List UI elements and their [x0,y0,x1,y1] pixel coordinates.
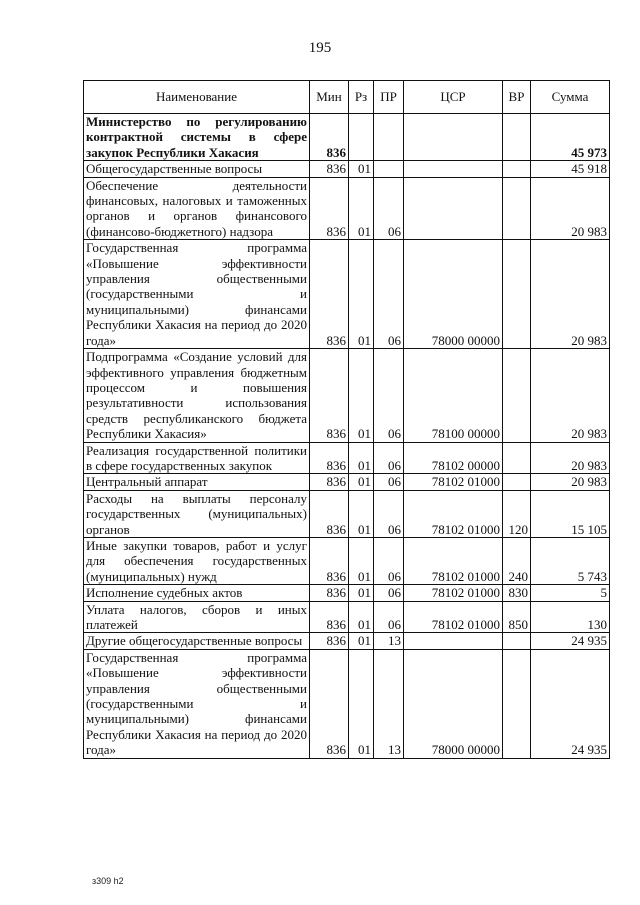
cell-sum: 5 [531,585,610,601]
cell-csr: 78102 01000 [404,537,503,584]
cell-pr: 06 [374,601,404,633]
cell-pr [374,114,404,161]
budget-table [83,80,610,759]
cell-pr: 06 [374,474,404,490]
cell-csr: 78102 00000 [404,442,503,474]
cell-pr: 06 [374,442,404,474]
cell-rz: 01 [349,177,374,240]
cell-name: Расходы на выплаты персоналу государственных (муниципальных) органов [84,490,310,537]
cell-csr: 78000 00000 [404,649,503,758]
cell-min: 836 [310,240,349,349]
cell-csr: 78102 01000 [404,474,503,490]
cell-csr: 78102 01000 [404,585,503,601]
cell-vr [503,177,531,240]
table-row [84,601,610,633]
cell-name: Исполнение судебных актов [84,585,310,601]
cell-rz: 01 [349,633,374,649]
cell-sum: 5 743 [531,537,610,584]
cell-name: Государственная программа «Повышение эффективности управления общественными (государственными и муниципальными) финансами Республики Хакасия на период до 2020 года» [84,649,310,758]
cell-pr: 13 [374,633,404,649]
cell-name: Другие общегосударственные вопросы [84,633,310,649]
table-header-row [84,81,610,114]
cell-rz: 01 [349,585,374,601]
column-header-sum: Сумма [531,81,610,114]
cell-rz: 01 [349,474,374,490]
cell-min: 836 [310,177,349,240]
cell-min: 836 [310,442,349,474]
cell-min: 836 [310,585,349,601]
cell-pr: 06 [374,349,404,442]
cell-sum: 20 983 [531,474,610,490]
cell-rz: 01 [349,490,374,537]
cell-sum: 130 [531,601,610,633]
cell-vr [503,240,531,349]
cell-rz: 01 [349,240,374,349]
cell-vr [503,474,531,490]
cell-csr: 78000 00000 [404,240,503,349]
cell-vr [503,161,531,177]
cell-min: 836 [310,161,349,177]
cell-sum: 20 983 [531,442,610,474]
cell-rz: 01 [349,601,374,633]
table-row [84,633,610,649]
cell-sum: 20 983 [531,349,610,442]
cell-rz: 01 [349,442,374,474]
table-row [84,177,610,240]
cell-min: 836 [310,537,349,584]
cell-sum: 20 983 [531,177,610,240]
cell-rz: 01 [349,161,374,177]
table-row [84,649,610,758]
cell-min: 836 [310,490,349,537]
cell-csr: 78100 00000 [404,349,503,442]
table-body [84,114,610,759]
cell-pr: 06 [374,585,404,601]
table-row [84,349,610,442]
cell-csr: 78102 01000 [404,601,503,633]
column-header-rz: Рз [349,81,374,114]
table-row [84,490,610,537]
column-header-name: Наименование [84,81,310,114]
cell-min: 836 [310,114,349,161]
table-row [84,585,610,601]
cell-name: Обеспечение деятельности финансовых, налоговых и таможенных органов и органов финансового (финансово-бюджетного) надзора [84,177,310,240]
column-header-min: Мин [310,81,349,114]
cell-csr [404,633,503,649]
table-row [84,537,610,584]
footer-mark: з309 h2 [92,876,124,886]
cell-min: 836 [310,633,349,649]
column-header-csr: ЦСР [404,81,503,114]
column-header-pr: ПР [374,81,404,114]
cell-vr [503,442,531,474]
cell-sum: 24 935 [531,633,610,649]
table-row [84,240,610,349]
table-row [84,161,610,177]
cell-rz [349,114,374,161]
cell-pr: 06 [374,240,404,349]
cell-sum: 20 983 [531,240,610,349]
cell-rz: 01 [349,537,374,584]
cell-vr [503,633,531,649]
cell-vr [503,349,531,442]
cell-vr: 120 [503,490,531,537]
cell-name: Государственная программа «Повышение эффективности управления общественными (государственными и муниципальными) финансами Республики Хакасия на период до 2020 года» [84,240,310,349]
cell-name: Иные закупки товаров, работ и услуг для обеспечения государственных (муниципальных) нужд [84,537,310,584]
cell-vr [503,114,531,161]
cell-sum: 45 918 [531,161,610,177]
cell-csr [404,177,503,240]
cell-vr: 240 [503,537,531,584]
cell-min: 836 [310,601,349,633]
cell-vr: 830 [503,585,531,601]
cell-pr: 06 [374,537,404,584]
cell-vr: 850 [503,601,531,633]
cell-sum: 24 935 [531,649,610,758]
table-row [84,114,610,161]
cell-csr: 78102 01000 [404,490,503,537]
cell-pr: 13 [374,649,404,758]
cell-pr: 06 [374,490,404,537]
cell-min: 836 [310,649,349,758]
table-row [84,474,610,490]
cell-pr [374,161,404,177]
cell-name: Общегосударственные вопросы [84,161,310,177]
cell-sum: 15 105 [531,490,610,537]
cell-rz: 01 [349,349,374,442]
page-number: 195 [308,40,332,56]
cell-name: Реализация государственной политики в сфере государственных закупок [84,442,310,474]
cell-min: 836 [310,474,349,490]
cell-pr: 06 [374,177,404,240]
cell-rz: 01 [349,649,374,758]
cell-name: Уплата налогов, сборов и иных платежей [84,601,310,633]
cell-name: Центральный аппарат [84,474,310,490]
column-header-vr: ВР [503,81,531,114]
cell-name: Подпрограмма «Создание условий для эффективного управления бюджетным процессом и повышения результативности использования средств республиканского бюджета Республики Хакасия» [84,349,310,442]
cell-sum: 45 973 [531,114,610,161]
cell-vr [503,649,531,758]
cell-name: Министерство по регулированию контрактной системы в сфере закупок Республики Хакасия [84,114,310,161]
cell-min: 836 [310,349,349,442]
cell-csr [404,161,503,177]
table-row [84,442,610,474]
cell-csr [404,114,503,161]
